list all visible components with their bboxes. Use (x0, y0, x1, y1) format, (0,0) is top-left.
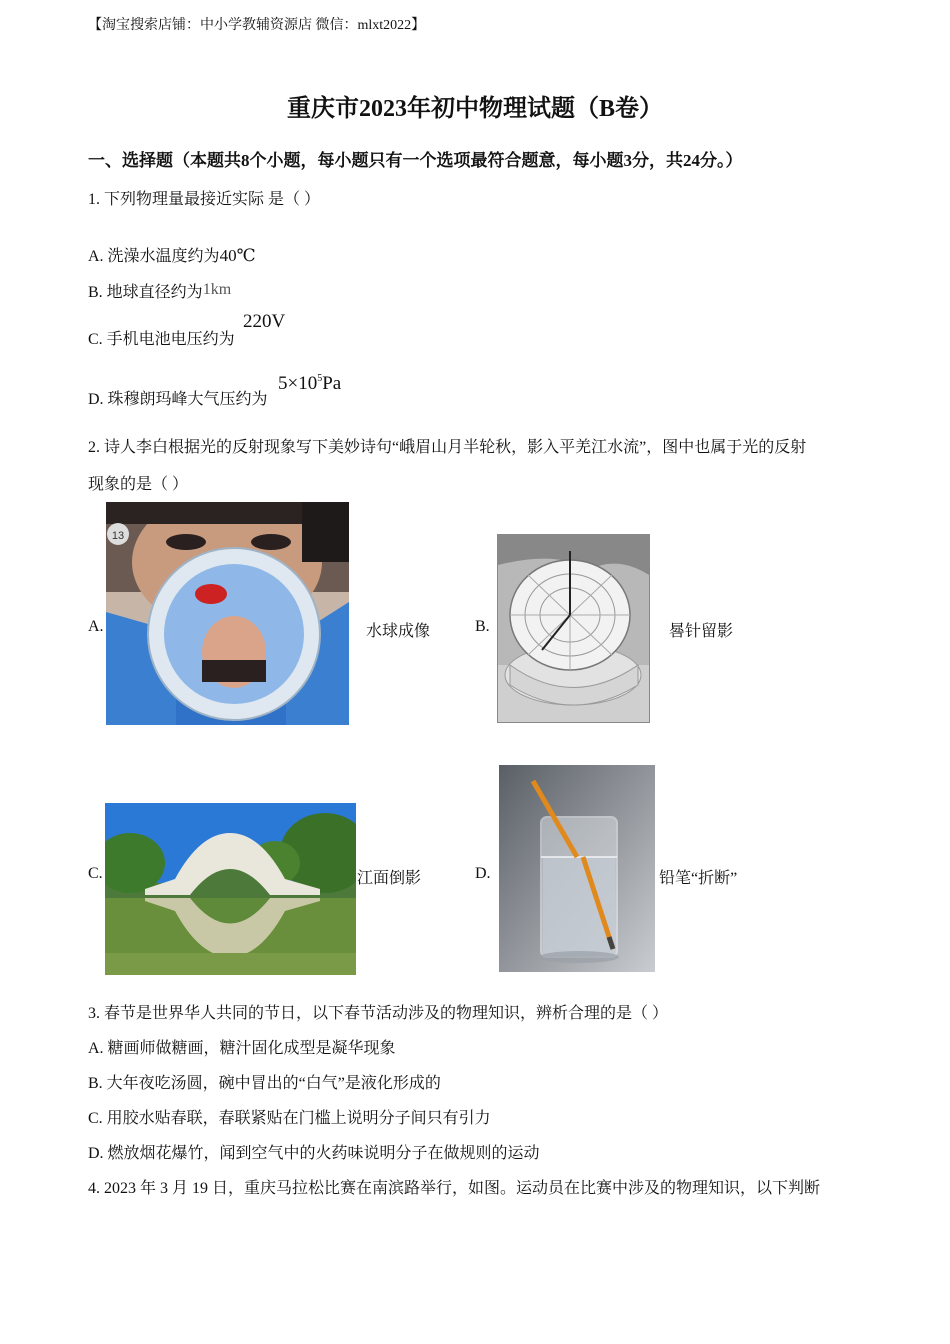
q3-option-d: D. 燃放烟花爆竹，闻到空气中的火药味说明分子在做规则的运动 (88, 1145, 540, 1162)
q3-option-c: C. 用胶水贴春联，春联紧贴在门槛上说明分子间只有引力 (88, 1110, 491, 1127)
pencil-in-water-illustration (499, 765, 655, 972)
header-note: 【淘宝搜索店铺：中小学教辅资源店 微信：mlxt2022】 (88, 18, 426, 33)
q3-option-b: B. 大年夜吃汤圆，碗中冒出的“白气”是液化形成的 (88, 1075, 441, 1092)
pencil-in-water-image (499, 765, 655, 972)
q1-option-a-text: A. 洗澡水温度约为 (88, 248, 220, 265)
q1-option-d-text: D. 珠穆朗玛峰大气压约为 (88, 391, 268, 408)
q1-option-a (88, 243, 256, 266)
q2-option-a-label: A. (88, 618, 104, 635)
q2-option-d-label: D. (475, 865, 491, 882)
sundial-illustration (498, 535, 649, 722)
section-heading: 一、选择题（本题共8个小题，每小题只有一个选项最符合题意，每小题3分，共24分。） (88, 151, 743, 170)
bridge-reflection-illustration (105, 803, 356, 975)
question-2-stem-line2: 现象的是（ ） (88, 476, 189, 493)
q2-option-b-label: B. (475, 618, 490, 635)
sundial-image (497, 534, 650, 723)
q1-option-b-text: B. 地球直径约为 (88, 284, 203, 301)
question-4-stem: 4. 2023 年 3 月 19 日，重庆马拉松比赛在南滨路举行，如图。运动员在比赛中涉及的物理知识，以下判断 (88, 1180, 821, 1197)
bridge-reflection-image (105, 803, 356, 975)
q1-option-b-value: 1km (202, 281, 232, 298)
q2-option-d-caption: 铅笔“折断” (659, 870, 738, 887)
page-title: 重庆市2023年初中物理试题（B卷） (286, 96, 663, 122)
q2-option-b-caption: 晷针留影 (669, 623, 734, 640)
q1-option-c-value: 220V (243, 311, 286, 332)
q2-option-c-label: C. (88, 865, 103, 882)
q1-option-b (88, 279, 231, 302)
q1-option-d-base: 5×10 (278, 373, 318, 394)
q2-option-c-caption: 江面倒影 (357, 870, 422, 887)
question-1-stem: 1. 下列物理量最接近实际 是（ ） (88, 191, 321, 208)
question-2-stem-line1: 2. 诗人李白根据光的反射现象写下美妙诗句“峨眉山月半轮秋，影入平羌江水流”，图中也属于光的反射 (88, 439, 807, 456)
water-ball-badge: 13 (111, 530, 125, 542)
q2-option-a-caption: 水球成像 (366, 623, 431, 640)
water-ball-image (106, 502, 349, 725)
water-ball-illustration (106, 502, 349, 725)
q3-option-a: A. 糖画师做糖画，糖汁固化成型是凝华现象 (88, 1040, 396, 1057)
q1-option-d-exponent: 5 (317, 373, 323, 384)
q1-option-d-unit: Pa (322, 373, 342, 394)
q1-option-d-value (278, 373, 341, 395)
question-3-stem: 3. 春节是世界华人共同的节日，以下春节活动涉及的物理知识，辨析合理的是（ ） (88, 1005, 669, 1022)
q1-option-a-value: 40℃ (219, 246, 256, 265)
q1-option-c-text: C. 手机电池电压约为 (88, 331, 235, 348)
